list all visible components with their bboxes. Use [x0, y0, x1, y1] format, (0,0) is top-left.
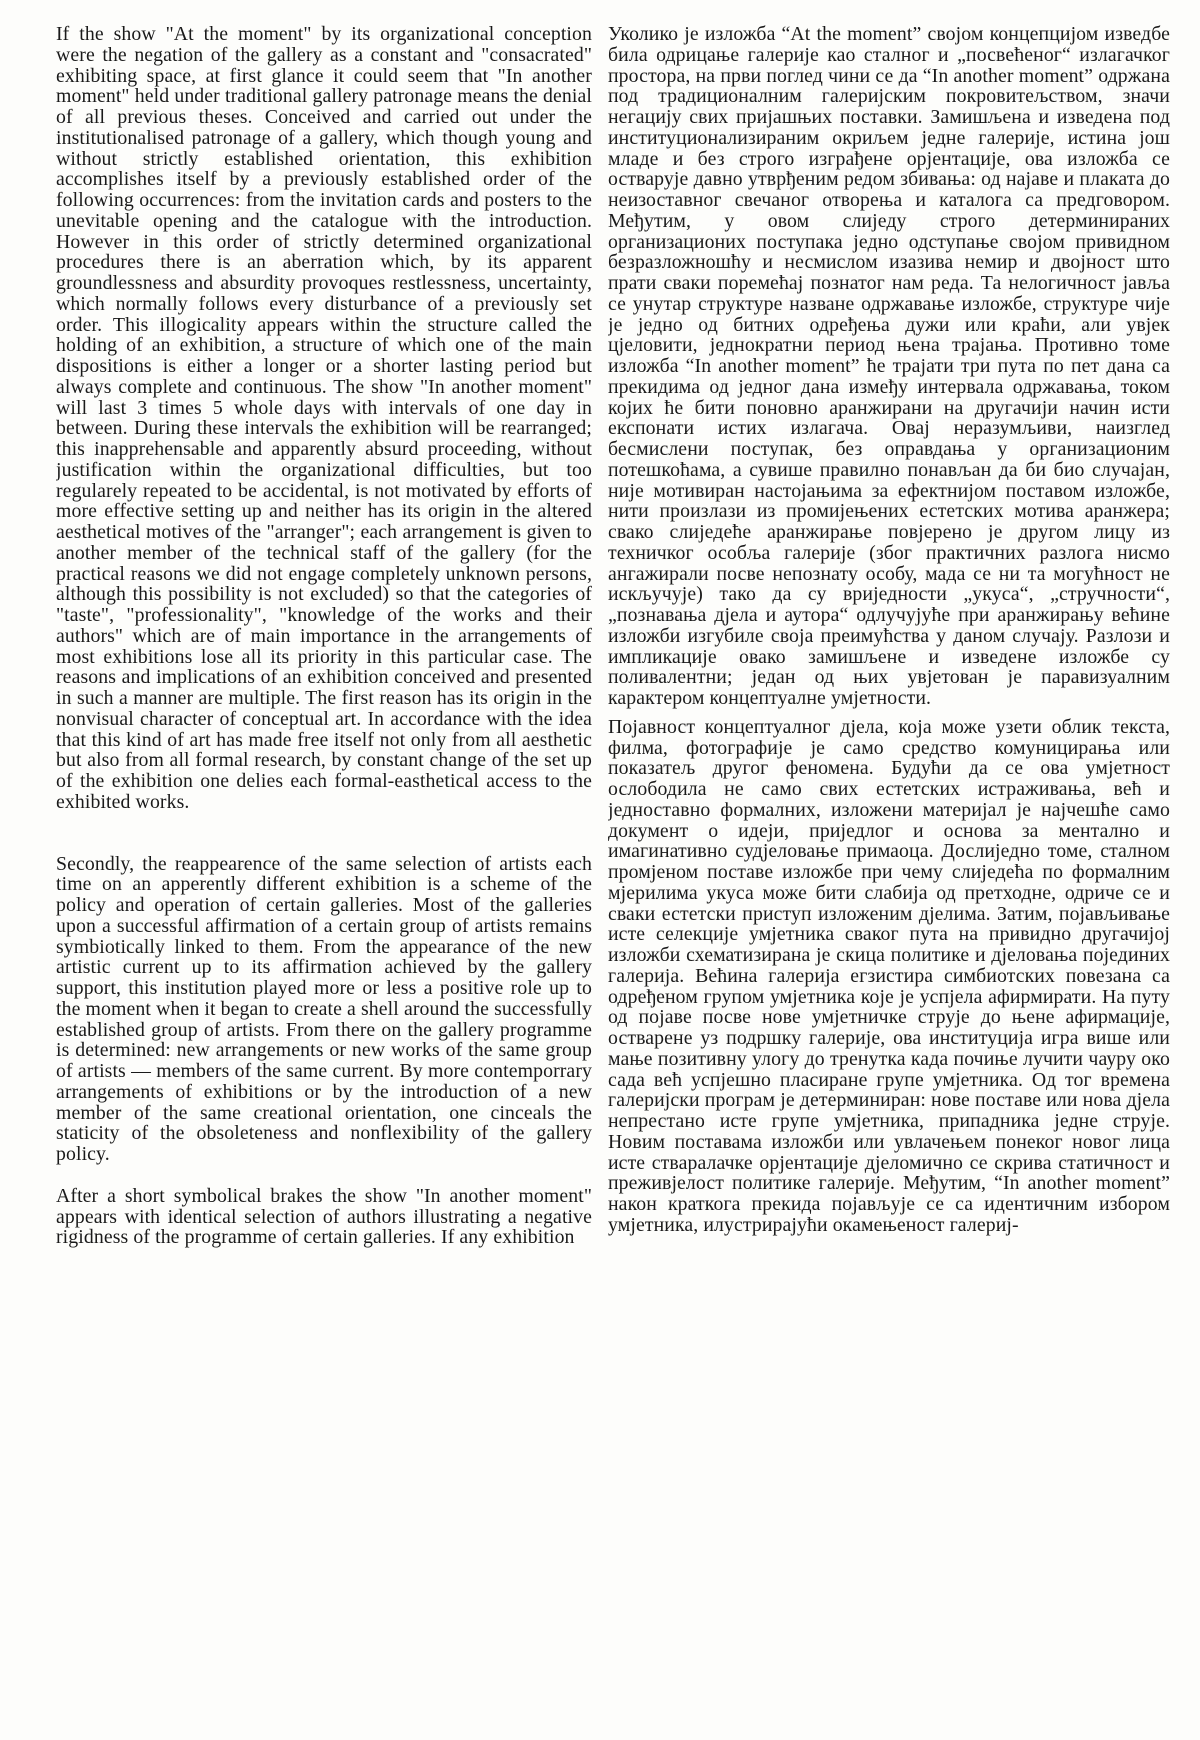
serbian-paragraph-1: Уколико је изложба “At the moment” својом концепцијом изведбе била одрицање галерије као сталног и „посвећеног“ излагачког простора, на први поглед чини се да “In another moment” одржана под традиционалним галеријским покровитељством, значи негацију свих пријашњих поставки. Замишљена и изведена под институционализираним окриљем једне галерије, истина још младе и без строго изграђене орјентације, ова изложба се остварује давно утврђеним редом збивања: од најаве и плаката до неизоставног свечаног отворења и каталога са предговором. Међутим, у овом слиједу строго детерминираних организационих поступака једно одступање својом привидном безразложношћу и несмислом изазива немир и двојност што прати сваки поремећај познатог нам реда. Та нелогичност јавља се унутар структуре назване одржавање изложбе, структуре чије је једно од битних одређења дужи или краћи, али увјек цјеловити, једнократни период њена трајања. Противно томе изложба “In another moment” ће трајати три пута по пет дана са прекидима од једног дана између интервала одржавања, током којих ће бити поновно аранжирани на другачији начин исти експонати истих излагача. Овај неразумљиви, наизглед бесмислени поступак, без оправдања у организационим потешкоћама, а сувише правилно понављан да би био случајан, није мотивиран настојањима за ефектнијом поставом изложбе, нити произлази из промијењених естетских мотива аранжера; свако слиједеће аранжирање повјерено је другом лицу из техничког особља галерије (због практичних разлога нисмо ангажирали посве непознату особу, мада се ни та могућност не искључује) тако да су вриједности „укуса“, „стручности“, „познавања дјела и аутора“ одлучујуће при аранжирању већине изложби изгубиле своја преимућства у даном случају. Разлози и импликације овако замишљене и изведене изложбе су поливалентни; један од њих увјетован је паравизуалним карактером концептуалне умјетности. [608, 24, 1170, 709]
english-column [56, 24, 592, 1740]
english-paragraph-2: Secondly, the reappearence of the same selection of artists each time on an apperently different exhibition is a scheme of the policy and operation of certain galleries. Most of the galleries upon a successful affirmation of a certain group of artists remains symbiotically linked to them. From the appearance of the new artistic current up to its affirmation achieved by the gallery support, this institution played more or less a positive role up to the moment when it began to create a shell around the successfully established group of artists. From there on the gallery programme is determined: new arrangements or new works of the same group of artists — members of the same current. By more contemporrary arrangements of exhibitions or by the introduction of a new member of the same creational orientation, one cinceals the staticity of the obsoleteness and nonflexibility of the gallery policy. [56, 852, 592, 1165]
english-paragraph-1: If the show "At the moment" by its organizational conception were the negation of the gallery as a constant and "consacrated" exhibiting space, at first glance it could seem that "In another moment" held under traditional gallery patronage means the denial of all previous theses. Conceived and carried out under the institutionalised patronage of a gallery, which though young and without strictly established orientation, this exhibition accomplishes itself by a previously established order of the following occurrences: from the invitation cards and posters to the unevitable opening and the catalogue with the introduction. However in this order of strictly determined organizational procedures there is an aberration which, by its apparent groundlessness and absurdity provoques restlessness, uncertainty, which normally follows every disturbance of a previously set order. This illogicality appears within the structure called the holding of an exhibition, a structure of which one of the main dispositions is either a longer or a shorter lasting period but always complete and continuous. The show "In another moment" will last 3 times 5 whole days with intervals of one day in between. During these intervals the exhibition will be rearranged; this inapprehensable and apparently absurd proceeding, without justification within the organizational difficulties, but too regularely repeated to be accidental, is not motivated by efforts of more effective setting up and neither has its origin in the altered aesthetical motives of the "arranger"; each arrangement is given to another member of the technical staff of the gallery (for the practical reasons we did not engage completely unknown persons, although this possibility is not excluded) so that the categories of "taste", "professionality", "knowledge of the works and their authors" which are of main importance in the arrangements of most exhibitions lose all its priority in this particular case. The reasons and implications of an exhibition conceived and presented in such a manner are multiple. The first reason has its origin in the nonvisual character of conceptual art. In accordance with the idea that this kind of art has made free itself not only from all aesthetic but also from all formal research, by constant change of the set up of the exhibition one delies each formal-easthetical access to the exhibited works. [56, 24, 592, 813]
english-paragraph-3: After a short symbolical brakes the show "In another moment" appears with identical selection of authors illustrating a negative rigidness of the programme of certain galleries. If any exhibition [56, 1184, 592, 1249]
serbian-column [608, 24, 1170, 1740]
paragraph-gap [56, 813, 592, 854]
paragraph-gap [56, 1165, 592, 1186]
serbian-paragraph-2: Појавност концептуалног дјела, која може узети облик текста, филма, фотографије је само средство комуницирања или показатељ другог феномена. Будући да се ова умјетност ослободила не само свих естетских истраживања, већ и једноставно формалних, изложени материјал је најчешће само документ о идеји, приједлог и основа за ментално и имагинативно судјеловање примаоца. Дослиједно томе, сталном промјеном поставе изложбе при чему слиједећа по формалним мјерилима укуса може бити слабија од претходне, одриче се и сваки естетски приступ изложеним дјелима. Затим, појављивање исте селекције умјетника сваког пута на привидно другачијој изложби схематизирана је скица политике и дјеловања појединих галерија. Већина галерија егзистира симбиотских повезана са одређеном групом умјетника које је успјела афирмирати. На путу од појаве посве нове умјетничке струје до њене афирмације, остварене уз подршку галерије, ова институција игра више или мање позитивну улогу до тренутка када почиње лучити чауру око сада већ успјешно пласиране групе умјетника. Од тог времена галеријски програм је детерминиран: нове поставе или нова дјела непрестано исте групе умјетника, припадника једне струје. Новим поставама изложби или увлачењем понеког новог лица исте стваралачке орјентације дјеломично се скрива статичност и преживјелост политике галерије. Међутим, “In another moment” након краткога прекида појављује се са идентичним избором умјетника, илустрирајући окамењеност галериј- [608, 715, 1170, 1236]
